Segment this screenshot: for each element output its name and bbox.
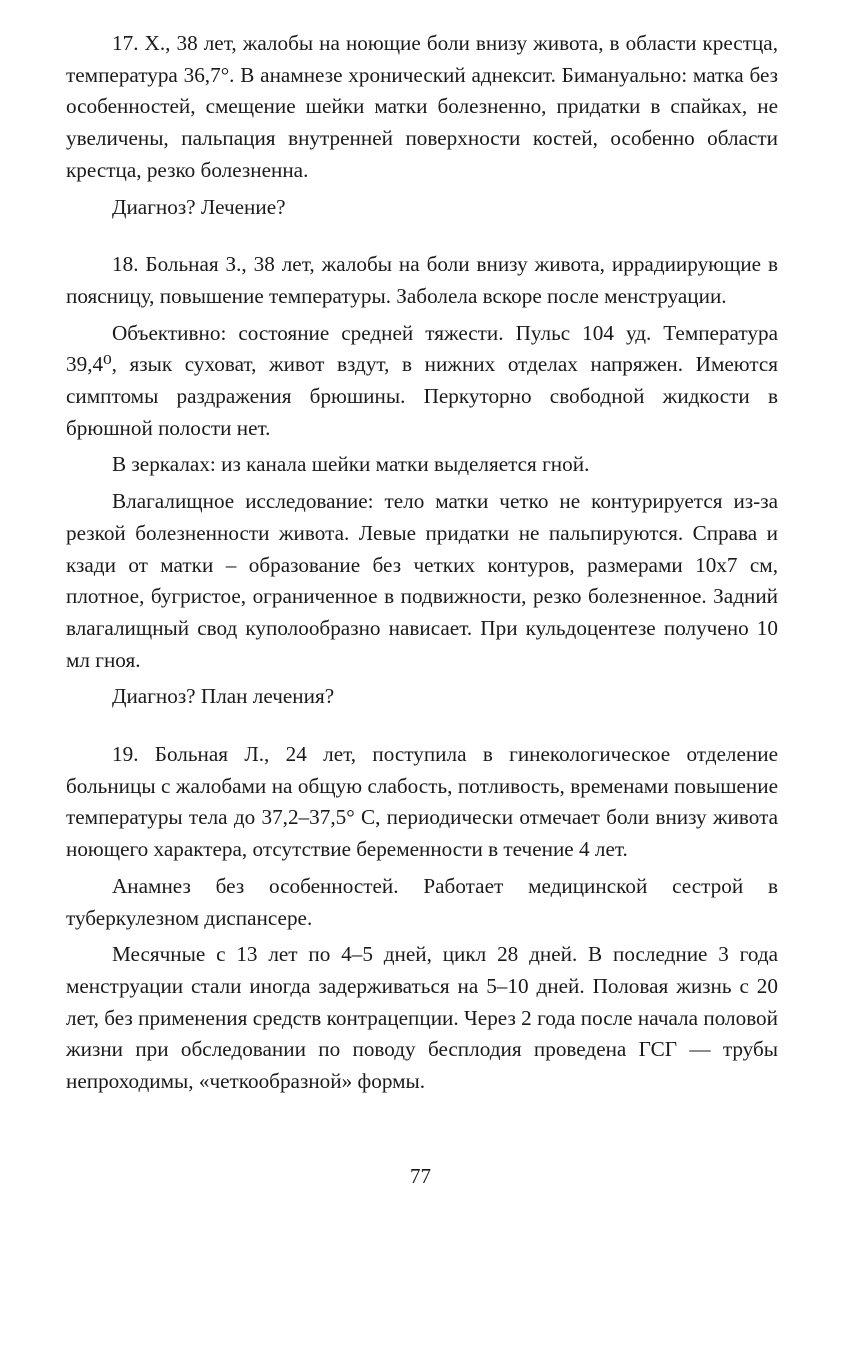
case-18-objective: Объективно: состояние средней тяжести. Пульс 104 уд. Температура 39,4⁰, язык суховат, живот вздут, в нижних отделах напряжен. Имеются симптомы раздражения брюшины. Перкуторно свободной жидкости в брюшной полости нет. (66, 320, 778, 440)
page-content (66, 28, 778, 1098)
case-18-complaints: 18. Больная З., 38 лет, жалобы на боли внизу живота, иррадиирующие в поясницу, повышение температуры. Заболела вскоре после менструации. (66, 252, 778, 308)
case-17-question: Диагноз? Лечение? (112, 194, 286, 219)
case-18-question: Диагноз? План лечения? (112, 684, 335, 709)
case-19-complaints: 19. Больная Л., 24 лет, поступила в гинекологическое отделение больницы с жалобами на общую слабость, потливость, временами повышение температуры тела до 37,2–37,5° С, периодически отмечает боли внизу живота ноющего характера, отсутствие беременности в течение 4 лет. (66, 742, 778, 862)
case-18-vaginal-exam: Влагалищное исследование: тело матки четко не контурируется из-за резкой болезненности живота. Левые придатки не пальпируются. Справа и кзади от матки – образование без четких контуров, размерами 10х7 см, плотное, бугристое, ограниченное в подвижности, резко болезненное. Задний влагалищный свод куполообразно нависает. При кульдоцентезе получено 10 мл гноя. (66, 489, 778, 672)
case-17-complaints: 17. Х., 38 лет, жалобы на ноющие боли внизу живота, в области крестца, температура 36,7°. В анамнезе хронический аднексит. Бимануально: матка без особенностей, смещение шейки матки болезненно, придатки в спайках, не увеличены, пальпация внутренней поверхности костей, особенно области крестца, резко болезненна. (66, 31, 778, 182)
case-19-menstrual-history: Месячные с 13 лет по 4–5 дней, цикл 28 дней. В последние 3 года менструации стали иногда задерживаться на 5–10 дней. Половая жизнь с 20 лет, без применения средств контрацепции. Через 2 года после начала половой жизни при обследовании по поводу бесплодия проведена ГСГ — трубы непроходимы, «четкообразной» формы. (66, 942, 778, 1094)
case-19-anamnesis: Анамнез без особенностей. Работает медицинской сестрой в туберкулезном диспансере. (66, 873, 778, 930)
case-18-speculum: В зеркалах: из канала шейки матки выделяется гной. (112, 452, 590, 477)
case-19 (66, 739, 778, 1098)
case-18 (66, 249, 778, 713)
page-number: 77 (410, 1164, 431, 1188)
case-17 (66, 28, 778, 223)
